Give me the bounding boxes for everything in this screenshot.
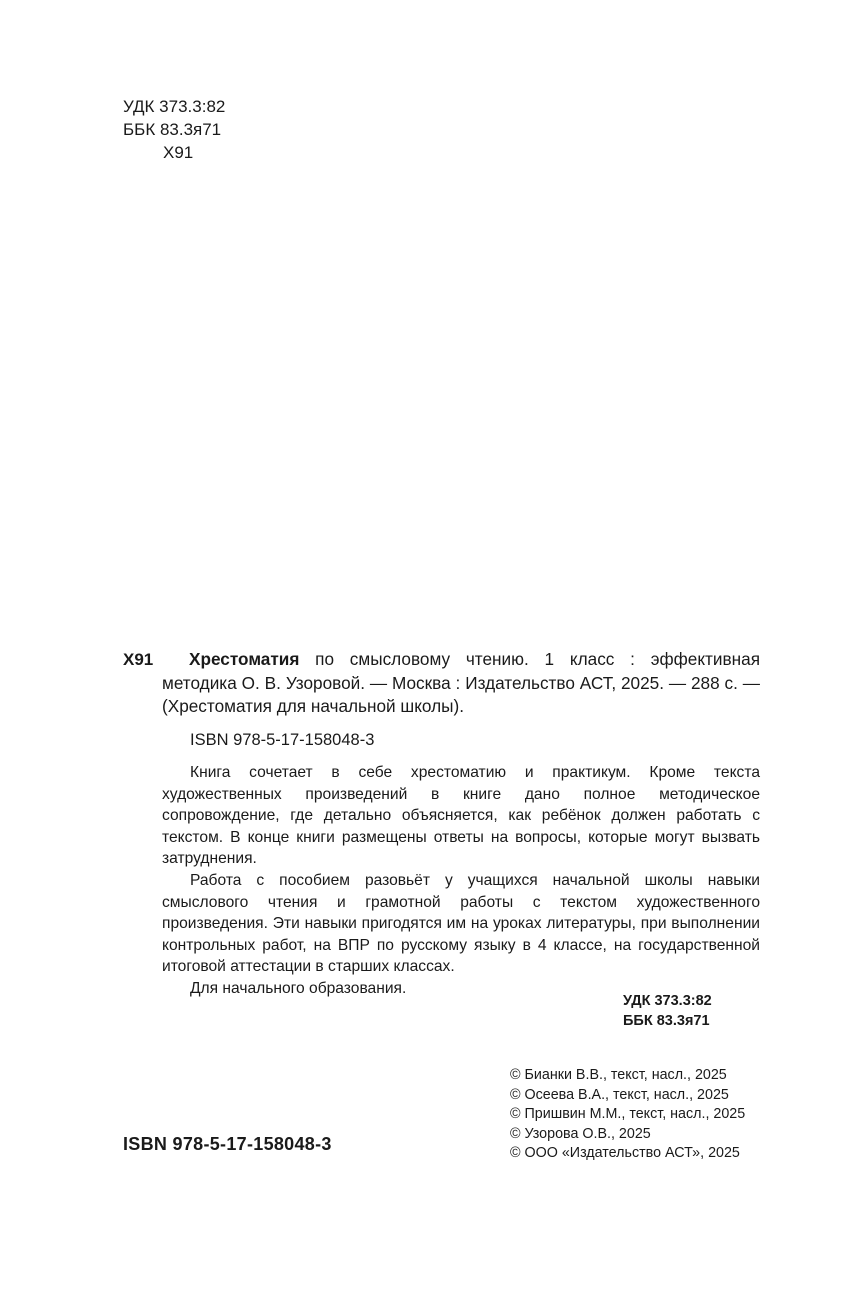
udk-code: УДК 373.3:82 xyxy=(123,97,226,116)
copyright-line: © ООО «Издательство АСТ», 2025 xyxy=(510,1145,740,1162)
isbn-footer: ISBN 978-5-17-158048-3 xyxy=(123,1134,332,1154)
copyright-list xyxy=(510,1066,745,1164)
copyright-line: © Узорова О.В., 2025 xyxy=(510,1125,651,1142)
header-classification-codes xyxy=(123,95,225,164)
book-description: по смысловому чтению. 1 класс : эффективная методика О. В. Узоровой. — Москва : Издательство АСТ, 2025. — 288 с. — (Хрестоматия для начальной школы). xyxy=(162,649,760,716)
annotation xyxy=(162,762,760,1000)
copyright-line: © Бианки В.В., текст, насл., 2025 xyxy=(510,1067,727,1083)
udk-code-right: УДК 373.3:82 xyxy=(623,993,712,1009)
annotation-paragraph: Для начального образования. xyxy=(190,979,407,997)
book-title: Хрестоматия xyxy=(189,649,300,669)
author-sign: Х91 xyxy=(163,143,194,162)
classification-right xyxy=(623,991,712,1031)
bibliographic-entry xyxy=(162,648,760,719)
annotation-paragraph: Работа с пособием разовьёт у учащихся начальной школы навыки смыслового чтения и грамотной работы с текстом художественного произведения. Эти навыки пригодятся им на уроках литературы, при выполнении контрольных работ, на ВПР по русскому языку в 4 классе, на государственной итоговой аттестации в старших классах. xyxy=(162,871,760,976)
bib-entry-code: Х91 xyxy=(123,650,154,669)
bbk-code: ББК 83.3я71 xyxy=(123,120,222,139)
isbn-inline: ISBN 978-5-17-158048-3 xyxy=(190,731,375,749)
bbk-code-right: ББК 83.3я71 xyxy=(623,1013,710,1029)
copyright-line: © Осеева В.А., текст, насл., 2025 xyxy=(510,1086,729,1103)
copyright-line: © Пришвин М.М., текст, насл., 2025 xyxy=(510,1106,746,1123)
annotation-paragraph: Книга сочетает в себе хрестоматию и практикум. Кроме текста художественных произведений в книге дано полное методическое сопровождение, где детально объясняется, как ребёнок должен работать с текстом. В конце книги размещены ответы на вопросы, которые могут вызвать затруднения. xyxy=(162,764,760,868)
